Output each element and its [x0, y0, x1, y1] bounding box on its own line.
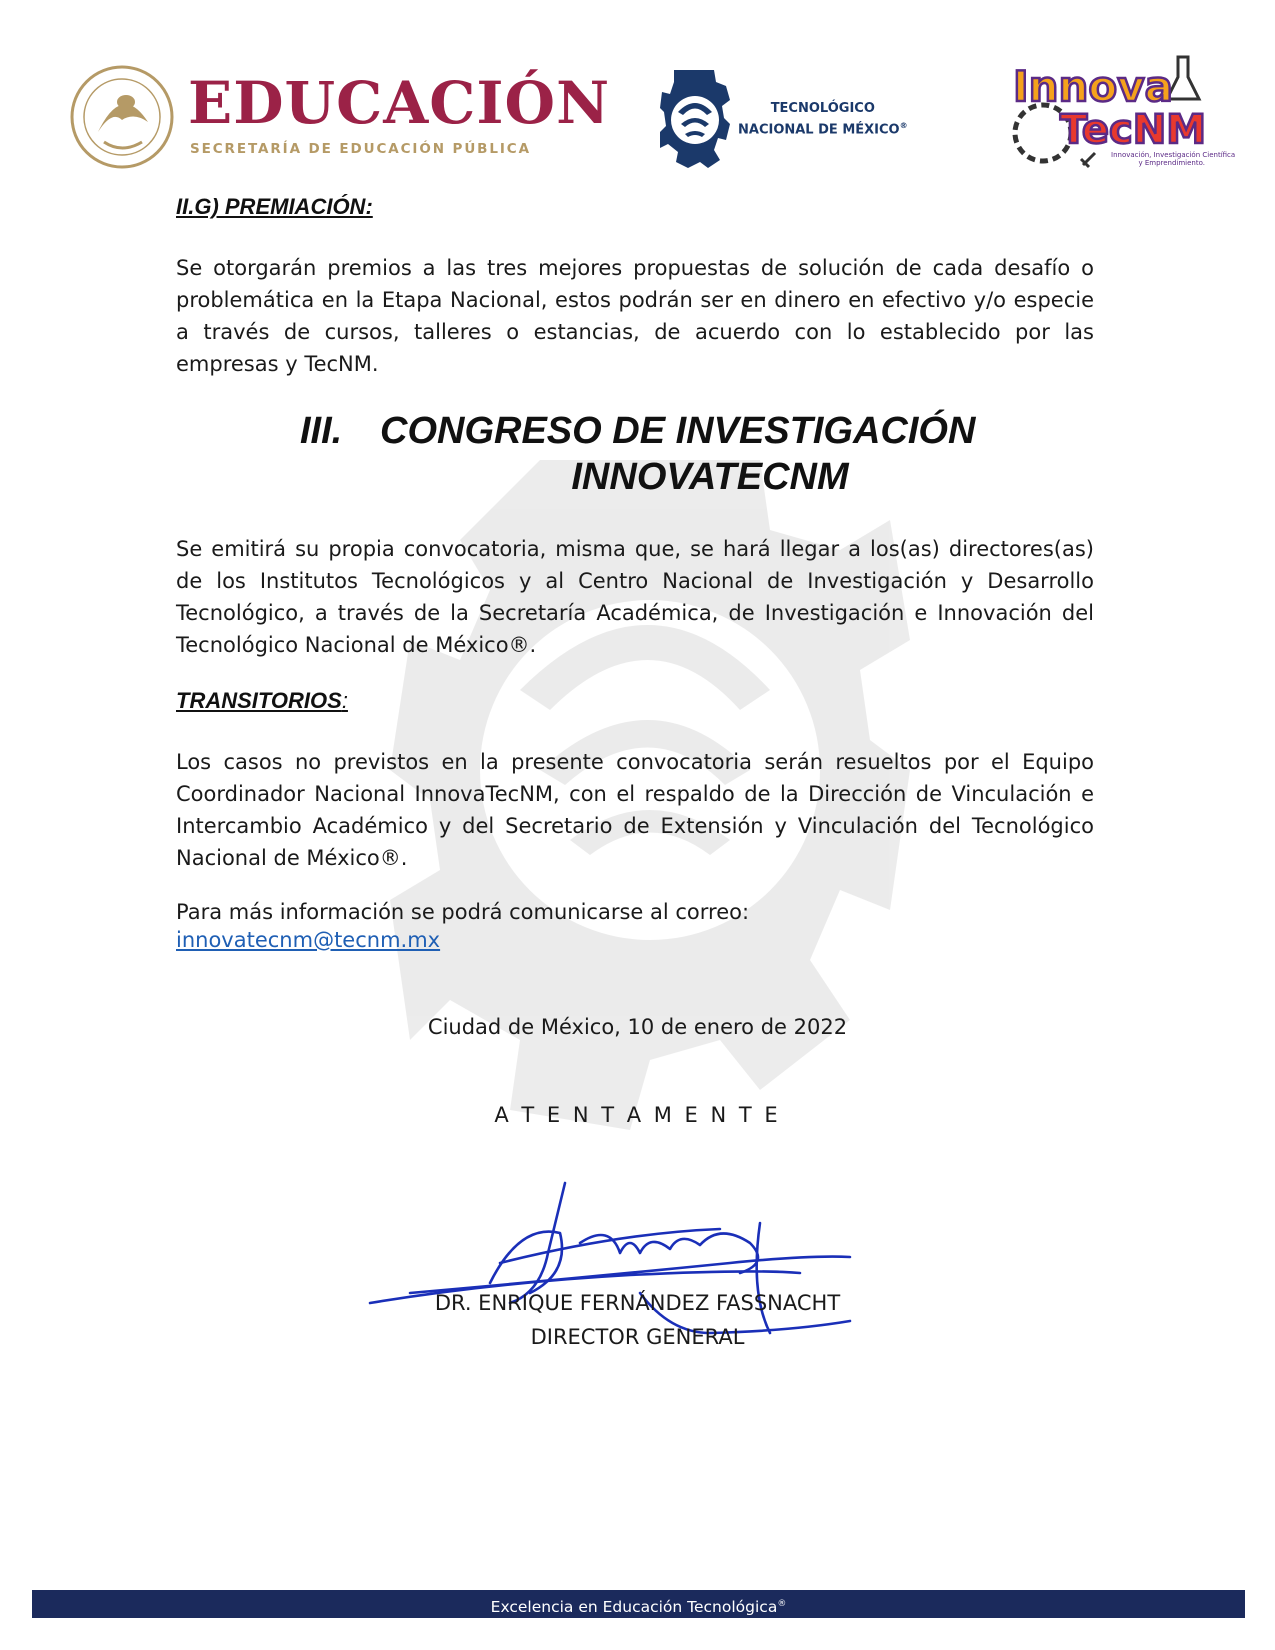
section-title-line1: CONGRESO DE INVESTIGACIÓN — [380, 410, 976, 452]
place-date: Ciudad de México, 10 de enero de 2022 — [427, 1015, 848, 1039]
tecnm-logo-line1: TECNOLÓGICO — [770, 101, 875, 116]
innova-logo-tagline2: y Emprendimiento. — [1138, 159, 1205, 167]
transitorios-heading-text: TRANSITORIOS — [176, 688, 342, 713]
tecnm-logo-line2: NACIONAL DE MÉXICO — [738, 122, 900, 138]
transitorios-colon: : — [341, 688, 348, 713]
footer-registered-mark: ® — [777, 1599, 787, 1609]
premiacion-paragraph: Se otorgarán premios a las tres mejores propuestas de solución de cada desafío o problemática en la Etapa Nacional, estos podrán ser en dinero en efectivo y/o especie a través de cursos, talleres o estancias, de acuerdo con lo establecido por las empresas y TecNM. — [176, 256, 1094, 376]
section-congreso-body — [176, 533, 1094, 661]
footer-banner — [32, 1590, 1245, 1618]
signer-name: DR. ENRIQUE FERNÁNDEZ FASSNACHT — [434, 1291, 841, 1315]
section-premiacion-body — [176, 252, 1094, 380]
innovatecnm-logo — [983, 55, 1236, 180]
contact-text: Para más información se podrá comunicarse al correo: — [176, 900, 750, 924]
section-heading-transitorios — [176, 688, 1094, 714]
mexico-coat-of-arms-icon — [68, 62, 176, 172]
tecnm-logo-text — [738, 100, 908, 138]
innova-logo-word1: Innova — [1012, 62, 1174, 111]
salutation: A T E N T A M E N T E — [494, 1103, 781, 1127]
contact-email-link[interactable]: innovatecnm@tecnm.mx — [176, 928, 441, 952]
handwritten-signature — [370, 1183, 900, 1343]
contact-block — [176, 898, 1094, 954]
transitorios-paragraph: Los casos no previstos en la presente convocatoria serán resueltos por el Equipo Coordinador Nacional InnovaTecNM, con el respaldo de la Dirección de Vinculación e Intercambio Académico y del Secretario de Extensión y Vinculación del Tecnológico Nacional de México®. — [176, 750, 1094, 870]
section-premiacion — [176, 194, 1094, 220]
sep-logo-subtitle: SECRETARÍA DE EDUCACIÓN PÚBLICA — [190, 141, 531, 157]
section-title-line2: INNOVATECNM — [571, 456, 849, 498]
section-transitorios — [176, 688, 1094, 714]
innova-logo-word2: TecNM — [1059, 107, 1207, 153]
section-title-congreso — [300, 408, 1040, 500]
innova-logo-tagline1: Innovación, Investigación Científica — [1111, 151, 1236, 159]
section-number: III. — [300, 410, 343, 452]
congreso-paragraph: Se emitirá su propia convocatoria, misma que, se hará llegar a los(as) directores(as) de los Institutos Tecnológicos y al Centro Nacional de Investigación y Desarrollo Tecnológico, a través de la Secretaría Académica, de Investigación e Innovación del Tecnológico Nacional de México®. — [176, 537, 1094, 657]
footer-text: Excelencia en Educación Tecnológica — [490, 1598, 778, 1617]
tecnm-registered-mark: ® — [899, 121, 908, 130]
tecnm-gear-icon — [660, 68, 730, 170]
section-heading-premiacion: II.G) PREMIACIÓN: — [176, 194, 373, 219]
sep-logo-title: EDUCACIÓN — [188, 69, 611, 137]
signer-title: DIRECTOR GENERAL — [530, 1325, 745, 1349]
section-transitorios-body — [176, 746, 1094, 874]
